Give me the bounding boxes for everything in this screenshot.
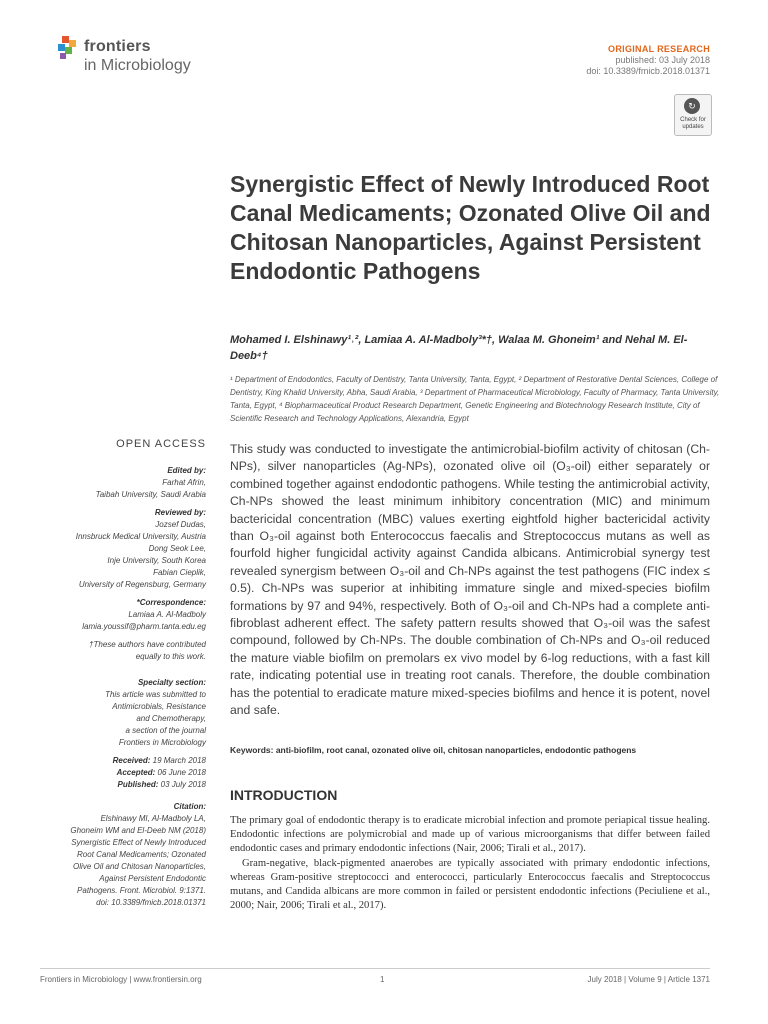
received-date: 19 March 2018 [152, 756, 206, 765]
journal-name-line1: frontiers [84, 38, 151, 55]
edited-by: Farhat Afrin, Taibah University, Saudi Arabia [95, 478, 206, 499]
open-access-label: OPEN ACCESS [116, 438, 206, 450]
frontiers-logo-icon [56, 36, 80, 60]
journal-name-line2: in Microbiology [84, 57, 191, 74]
reviewed-by-heading: Reviewed by: [154, 508, 206, 517]
citation: Elshinawy MI, Al-Madboly LA, Ghoneim WM and El-Deeb NM (2018) Synergistic Effect of Newly Introduced Root Canal Medicaments; Ozonated Olive Oil and Chitosan Nanoparticles, Against Persistent Endodontic Pathogens. Front. Microbiol. 9:1371. doi: 10.3389/fmicb.2018.01371 [70, 814, 206, 907]
keywords: Keywords: anti-biofilm, root canal, ozonated olive oil, chitosan nanoparticles, endodontic pathogens [230, 745, 637, 755]
specialty-heading: Specialty section: [137, 678, 206, 687]
correspondence[interactable]: Lamiaa A. Al-Madboly lamia.youssif@pharm.tanta.edu.eg [82, 610, 206, 631]
reviewed-by: Jozsef Dudas, Innsbruck Medical University, Austria Dong Seok Lee, Inje University, South Korea Fabian Cieplik, University of Regensburg, Germany [75, 520, 206, 589]
introduction-body [230, 814, 710, 913]
intro-paragraph-1: The primary goal of endodontic therapy is to eradicate microbial infection and promote periapical tissue healing. Endodontic infections are polymicrobial and made up of various microorganisms that differ between failed endodontic cases and primary endodontic infections (Nair, 2006; Tirali et al., 2017). [230, 815, 710, 854]
published-date-sidebar: 03 July 2018 [160, 780, 206, 789]
footer-divider [40, 968, 710, 969]
affiliations: ¹ Department of Endodontics, Faculty of Dentistry, Tanta University, Tanta, Egypt, ² Department of Restorative Dental Sciences, College of Dentistry, King Khalid University, Abha, Saudi Arabia, ³ Department of Pharmaceutical Microbiology, Faculty of Pharmacy, Tanta University, Tanta, Egypt, ⁴ Biopharmaceutical Product Research Department, Genetic Engineering and Biotechnology Research Institute, City of Scientific Research and Technology Applications, Alexandria, Egypt [230, 375, 720, 423]
page-number: 1 [380, 975, 385, 984]
intro-paragraph-2: Gram-negative, black-pigmented anaerobes are typically associated with primary endodontic infections, whereas Gram-positive streptococci and enterococci, particularly Enterococcus faecalis and Streptococcus mutans, and Candida albicans are more common in failed or persistent endodontic infections (Peciuliene et al., 2000; Nair, 2006; Tirali et al., 2017). [230, 858, 710, 911]
check-for-updates-label: Check for updates [680, 117, 706, 130]
introduction-heading: INTRODUCTION [230, 787, 338, 803]
received-heading: Received: [112, 756, 151, 765]
check-for-updates-icon: ↻ [684, 98, 700, 114]
correspondence-heading: *Correspondence: [136, 598, 206, 607]
article-meta [586, 44, 710, 77]
article-title: Synergistic Effect of Newly Introduced Root Canal Medicaments; Ozonated Olive Oil and Chitosan Nanoparticles, Against Persistent Endodontic Pathogens [230, 171, 711, 284]
footer-issue: July 2018 | Volume 9 | Article 1371 [587, 975, 710, 984]
author-list: Mohamed I. Elshinawy¹˒², Lamiaa A. Al-Madboly³*†, Walaa M. Ghoneim¹ and Nehal M. El-Deeb⁴† [230, 334, 688, 362]
abstract: This study was conducted to investigate the antimicrobial-biofilm activity of chitosan (Ch-NPs), silver nanoparticles (Ag-NPs), ozonated olive oil (O₃-oil) either separately or combined together against endodontic pathogens. While testing the antimicrobial activity, Ch-NPs showed the least minimum inhibitory concentration (MIC) and minimum bactericidal concentration (MBC) values exerting eightfold higher bactericidal activity than O₃-oil against both Enterococcus faecalis and Streptococcus mutans as well as fourfold higher fungicidal activity against Candida albicans. Antimicrobial synergy test revealed synergism between O₃-oil and Ch-NPs against the test pathogens (FIC index ≤ 0.5). Ch-NPs was superior at inhibiting immature single and mixed-species biofilm formations by 97 and 94%, respectively. Both of O₃-oil and Ch-NPs had a complete anti-fibroblast adherent effect. The safety pattern results showed that O₃-oil was the safest compound, followed by Ch-NPs. The double combination of Ch-NPs and O₃-oil reduced the mature viable biofilm on premolars ex vivo model by 6-log reductions, with a fast kill rate, indicating potential use in treating root canals. Therefore, the double combination has the potential to eradicate mature mixed-species biofilms and hence it is potent, novel and safe. [230, 442, 710, 718]
footer-journal[interactable]: Frontiers in Microbiology | www.frontiersin.org [40, 975, 202, 984]
published-date: published: 03 July 2018 [615, 55, 710, 65]
check-for-updates-badge[interactable] [674, 94, 712, 136]
accepted-heading: Accepted: [116, 768, 156, 777]
citation-heading: Citation: [173, 802, 206, 811]
specialty-section: This article was submitted to Antimicrobials, Resistance and Chemotherapy, a section of the journal Frontiers in Microbiology [105, 690, 206, 747]
published-heading: Published: [117, 780, 159, 789]
sidebar-info [40, 465, 206, 915]
doi[interactable]: doi: 10.3389/fmicb.2018.01371 [586, 66, 710, 76]
accepted-date: 06 June 2018 [157, 768, 206, 777]
equal-contribution-note: †These authors have contributed equally to this work. [89, 640, 206, 661]
article-type: ORIGINAL RESEARCH [608, 44, 710, 54]
journal-logo[interactable] [56, 34, 216, 82]
edited-by-heading: Edited by: [167, 466, 206, 475]
